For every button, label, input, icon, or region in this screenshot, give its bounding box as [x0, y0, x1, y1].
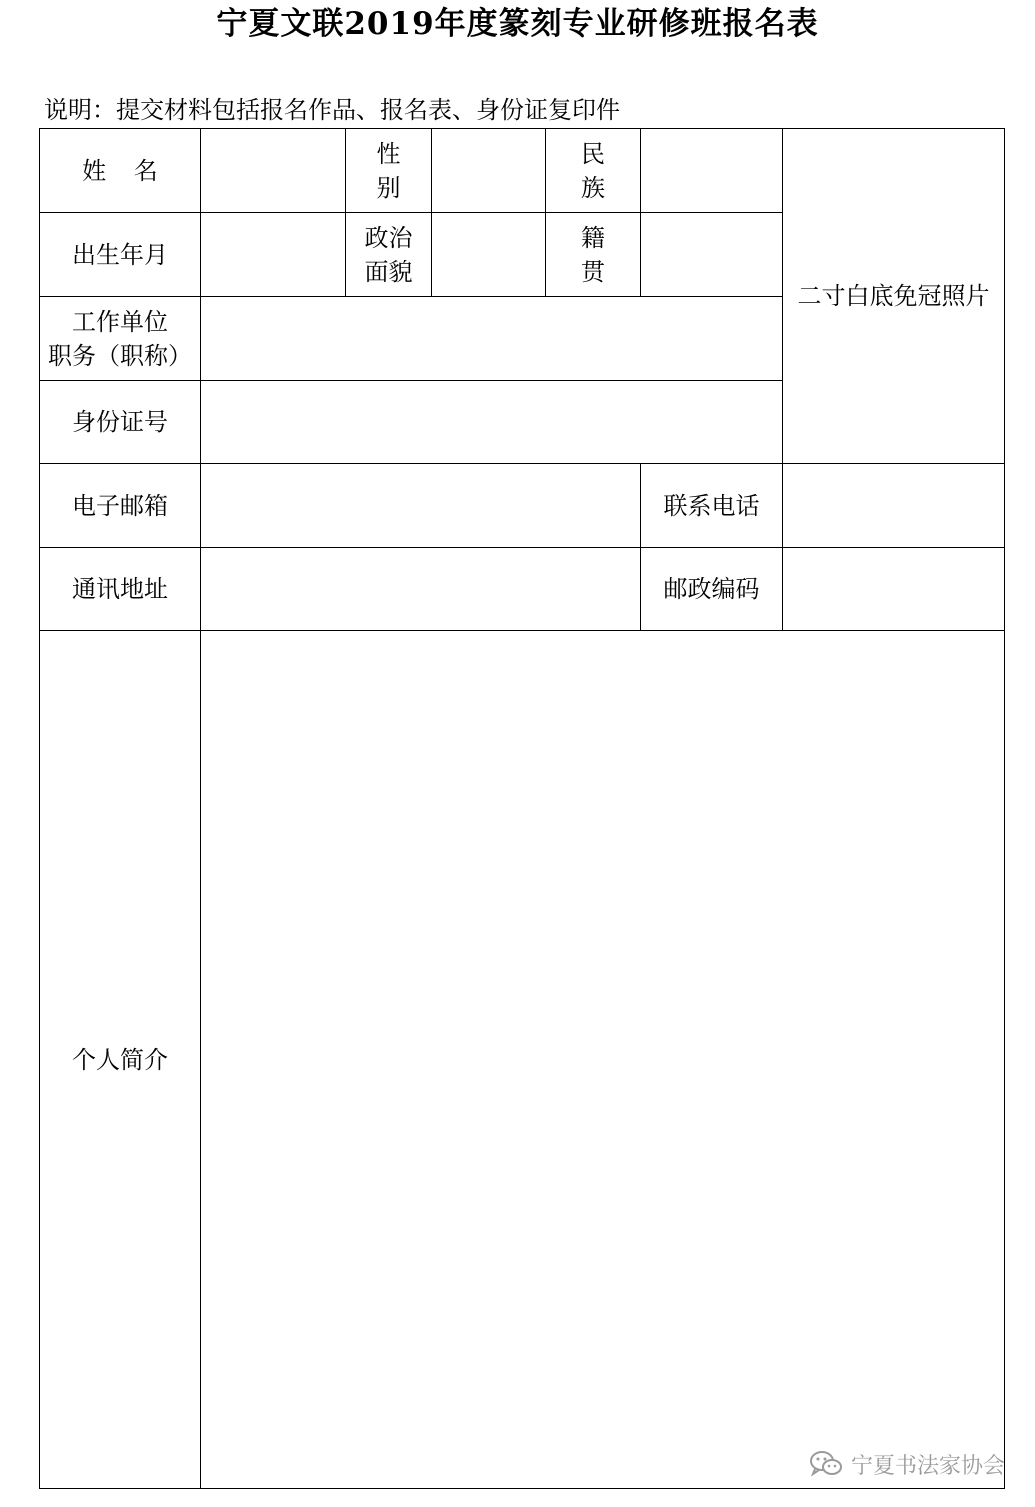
political-field[interactable]: [432, 213, 546, 297]
submission-note: 说明：提交材料包括报名作品、报名表、身份证复印件: [44, 96, 620, 124]
address-label: 通讯地址: [40, 548, 201, 631]
gender-label: 性 别: [346, 129, 432, 213]
ethnicity-field[interactable]: [641, 129, 783, 213]
native-place-field[interactable]: [641, 213, 783, 297]
postcode-label: 邮政编码: [641, 548, 783, 631]
birth-label: 出生年月: [40, 213, 201, 297]
phone-label: 联系电话: [641, 464, 783, 548]
photo-placeholder[interactable]: 二寸白底免冠照片: [783, 129, 1005, 464]
native-place-label: 籍 贯: [546, 213, 641, 297]
work-unit-field[interactable]: [201, 297, 783, 381]
id-number-field[interactable]: [201, 381, 783, 464]
postcode-field[interactable]: [783, 548, 1005, 631]
name-label: 姓 名: [40, 129, 201, 213]
registration-form-table: [39, 128, 1005, 1489]
bio-label: 个人简介: [40, 631, 201, 1489]
birth-field[interactable]: [201, 213, 346, 297]
political-label-line2: 面貌: [364, 257, 413, 286]
page-title: 宁夏文联2019年度篆刻专业研修班报名表: [216, 6, 819, 42]
watermark-text: 宁夏书法家协会: [850, 1453, 1005, 1479]
work-unit-label: [40, 297, 201, 381]
work-unit-label-line2: 职务（职称）: [48, 341, 192, 370]
gender-field[interactable]: [432, 129, 546, 213]
ethnicity-label: 民 族: [546, 129, 641, 213]
political-label: [346, 213, 432, 297]
email-field[interactable]: [201, 464, 641, 548]
watermark: [809, 1447, 1005, 1481]
address-field[interactable]: [201, 548, 641, 631]
wechat-icon: [809, 1450, 843, 1478]
email-label: 电子邮箱: [40, 464, 201, 548]
work-unit-label-line1: 工作单位: [72, 307, 168, 336]
bio-field[interactable]: [201, 631, 1005, 1489]
political-label-line1: 政治: [364, 223, 413, 252]
phone-field[interactable]: [783, 464, 1005, 548]
name-field[interactable]: [201, 129, 346, 213]
id-number-label: 身份证号: [40, 381, 201, 464]
